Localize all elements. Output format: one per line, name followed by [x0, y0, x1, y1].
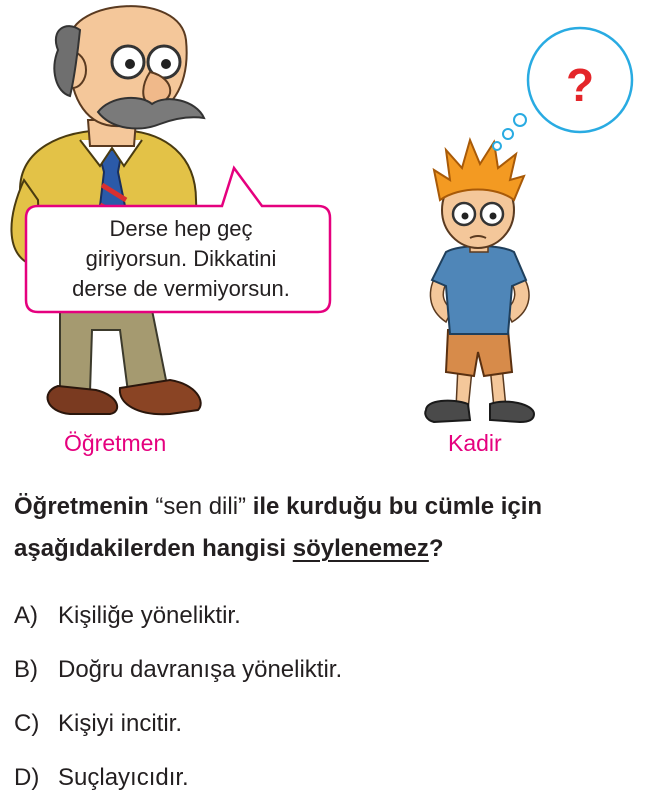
option-c[interactable]	[14, 704, 342, 758]
option-a[interactable]	[14, 596, 342, 650]
question-mark: ?	[428, 535, 444, 562]
option-b[interactable]	[14, 650, 342, 704]
question-quote: “sen dili”	[148, 493, 253, 520]
question-line-2	[14, 528, 664, 570]
speech-line: giriyorsun. Dikkatini	[85, 246, 277, 271]
speech-bubble-text	[36, 214, 326, 304]
option-text: Doğru davranışa yöneliktir.	[58, 656, 343, 683]
answer-options	[14, 596, 342, 812]
option-text: Kişiyi incitir.	[58, 710, 183, 737]
question-subject: Öğretmenin	[14, 493, 149, 520]
question-mark-symbol: ?	[565, 59, 595, 111]
question-rest: ile kurduğu bu cümle için	[252, 493, 543, 520]
question-lead: aşağıdakilerden hangisi	[14, 535, 293, 562]
speech-line: Derse hep geç	[109, 216, 253, 241]
option-d[interactable]	[14, 758, 342, 812]
speech-line: derse de vermiyorsun.	[72, 276, 290, 301]
kadir-figure	[425, 140, 534, 422]
option-text: Suçlayıcıdır.	[58, 764, 189, 791]
student-label: Kadir	[448, 430, 502, 456]
teacher-label: Öğretmen	[64, 430, 167, 456]
option-letter: D)	[14, 764, 40, 791]
option-letter: C)	[14, 710, 40, 737]
question-text	[14, 486, 664, 570]
option-letter: B)	[14, 656, 38, 683]
question-negation: söylenemez	[292, 535, 429, 562]
question-line-1	[14, 486, 664, 528]
option-text: Kişiliğe yöneliktir.	[58, 602, 241, 629]
option-letter: A)	[14, 602, 38, 629]
